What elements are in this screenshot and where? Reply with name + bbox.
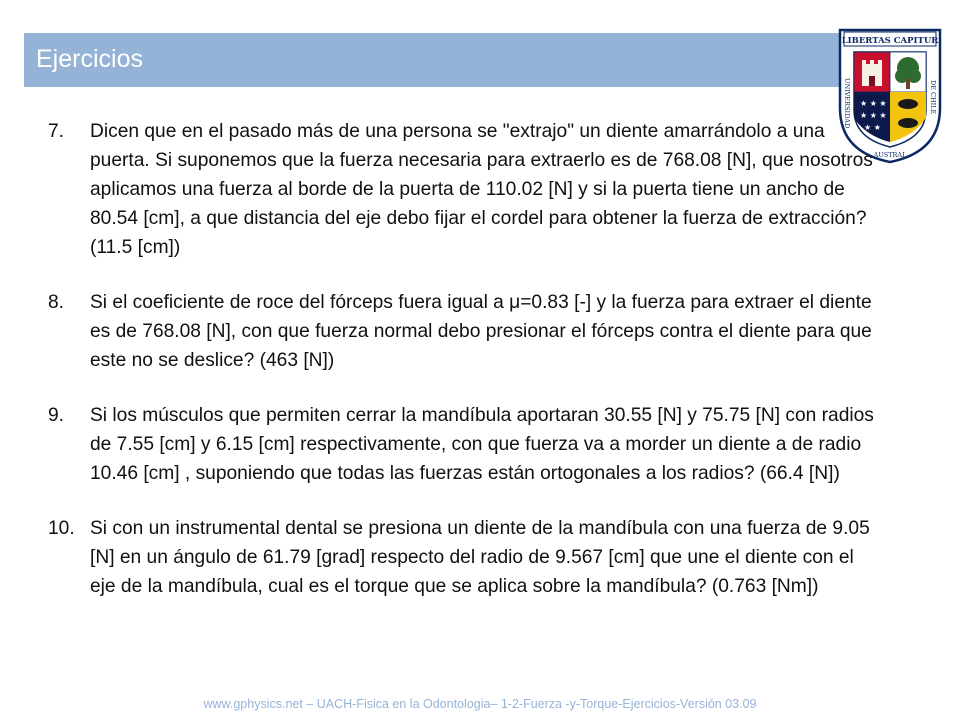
title-bar — [24, 33, 840, 87]
exercise-text: Si el coeficiente de roce del fórceps fuera igual a μ=0.83 [-] y la fuerza para extraer el diente es de 768.08 [N], con que fuerza normal debo presionar el fórceps contra el diente para que este no se deslice? (463 [N]) — [90, 292, 872, 371]
exercise-item-10 — [48, 514, 878, 601]
svg-text:★ ★ ★: ★ ★ ★ — [860, 111, 887, 120]
exercise-list — [48, 117, 878, 627]
exercise-number: 10. — [48, 518, 75, 539]
svg-text:UNIVERSIDAD: UNIVERSIDAD — [843, 78, 851, 129]
svg-text:LIBERTAS CAPITUR: LIBERTAS CAPITUR — [841, 36, 939, 46]
exercise-item-8 — [48, 288, 878, 375]
exercise-text: Si los músculos que permiten cerrar la mandíbula aportaran 30.55 [N] y 75.75 [N] con radios de 7.55 [cm] y 6.15 [cm] respectivamente, con que fuerza va a morder un diente a de radio 10.46 [cm] , suponiendo que todas las fuerzas están ortogonales a los radios? (66.4 [N]) — [90, 405, 874, 484]
svg-text:AUSTRAL: AUSTRAL — [873, 151, 907, 159]
page-title: Ejercicios — [36, 45, 143, 73]
exercise-text: Dicen que en el pasado más de una persona se "extrajo" un diente amarrándolo a una puerta. Si suponemos que la fuerza necesaria para extraerlo es de 768.08 [N], que nosotros aplicamos una fuerza al borde de la puerta de 110.02 [N] y si la puerta tiene un ancho de 80.54 [cm], a que distancia del eje debo fijar el cordel para obtener la fuerza de extracción? (11.5 [cm]) — [90, 121, 873, 258]
svg-text:★ ★: ★ ★ — [864, 123, 881, 132]
svg-text:DE CHILE: DE CHILE — [929, 80, 937, 115]
exercise-text: Si con un instrumental dental se presiona un diente de la mandíbula con una fuerza de 9.05 [N] en un ángulo de 61.79 [grad] respecto del radio de 9.567 [cm] que une el diente con el eje de la mandíbula, cual es el torque que se aplica sobre la mandíbula? (0.763 [Nm]) — [90, 518, 870, 597]
exercise-number: 7. — [48, 121, 65, 142]
footer: www.gphysics.net – UACH-Fisica en la Odontologia– 1-2-Fuerza -y-Torque-Ejercicios-Versión 03.09 — [203, 697, 757, 711]
exercise-item-7 — [48, 117, 878, 262]
exercise-number: 8. — [48, 292, 65, 313]
exercise-item-9 — [48, 401, 878, 488]
exercise-number: 9. — [48, 405, 65, 426]
svg-text:★ ★ ★: ★ ★ ★ — [860, 99, 887, 108]
